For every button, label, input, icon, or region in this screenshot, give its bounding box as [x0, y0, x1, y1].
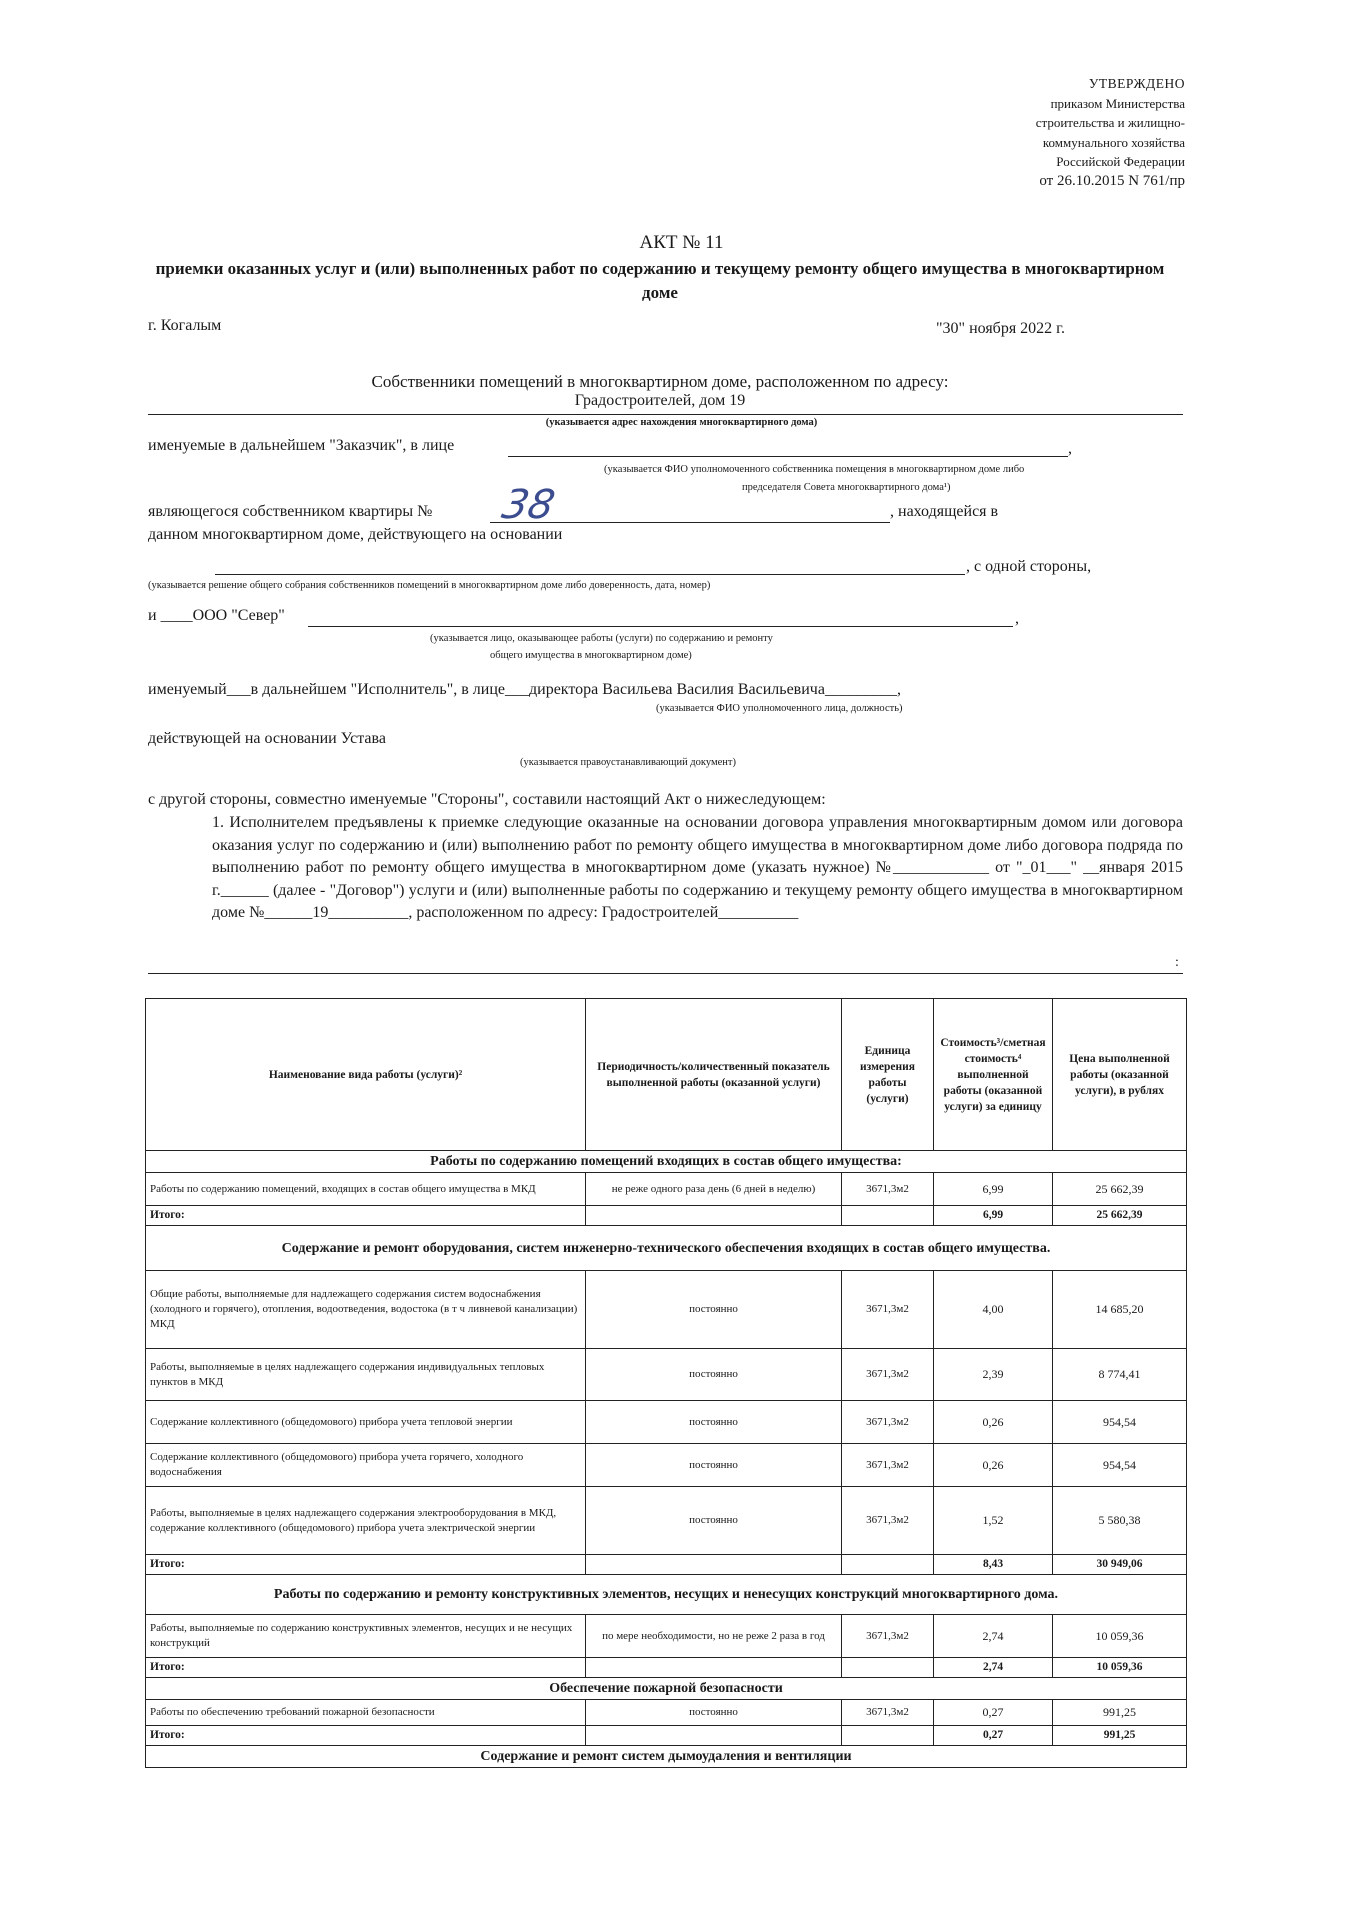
total-cost: 8,43	[934, 1555, 1053, 1575]
act-subtitle: приемки оказанных услуг и (или) выполненных работ по содержанию и текущему ремонту общего имущества в многоквартирном доме	[155, 259, 1165, 302]
work-unit: 3671,3м2	[842, 1271, 934, 1349]
owner-apartment-label: являющегося собственником квартиры №	[148, 503, 433, 520]
header-periodicity: Периодичность/количественный показатель выполненной работы (оказанной услуги)	[586, 999, 842, 1151]
table-row	[146, 1615, 1187, 1658]
section-title: Работы по содержанию и ремонту конструктивных элементов, несущих и ненесущих конструкций многоквартирного дома.	[146, 1575, 1187, 1615]
work-unit: 3671,3м2	[842, 1401, 934, 1444]
acting-basis-label: данном многоквартирном доме, действующего на основании	[148, 526, 563, 543]
section-title: Работы по содержанию помещений входящих в состав общего имущества:	[146, 1151, 1187, 1173]
work-cost: 0,27	[934, 1700, 1053, 1726]
work-unit: 3671,3м2	[842, 1349, 934, 1401]
work-periodicity: по мере необходимости, но не реже 2 раза в год	[586, 1615, 842, 1658]
comma-mark: ,	[1015, 610, 1019, 627]
work-name: Содержание коллективного (общедомового) прибора учета горячего, холодного водоснабжения	[146, 1444, 586, 1487]
table-row	[146, 1349, 1187, 1401]
total-label: Итого:	[146, 1726, 586, 1746]
work-name: Работы, выполняемые в целях надлежащего содержания электрооборудования в МКД, содержание коллективного (общедомового) прибора учета электрической энергии	[146, 1487, 586, 1555]
work-periodicity: не реже одного раза день (6 дней в неделю)	[586, 1173, 842, 1206]
header-cost: Стоимость³/сметная стоимость⁴ выполненной работы (оказанной услуги) за единицу	[934, 999, 1053, 1151]
work-price: 991,25	[1053, 1700, 1187, 1726]
work-periodicity: постоянно	[586, 1349, 842, 1401]
table-row	[146, 1271, 1187, 1349]
customer-note-2: председателя Совета многоквартирного дома¹)	[742, 482, 951, 493]
work-periodicity: постоянно	[586, 1401, 842, 1444]
header-price: Цена выполненной работы (оказанной услуги), в рублях	[1053, 999, 1187, 1151]
section-row	[146, 1151, 1187, 1173]
work-price: 954,54	[1053, 1401, 1187, 1444]
customer-underline	[508, 456, 1068, 457]
empty-cell	[586, 1206, 842, 1226]
work-periodicity: постоянно	[586, 1444, 842, 1487]
total-row	[146, 1555, 1187, 1575]
other-side-line: с другой стороны, совместно именуемые "Стороны", составили настоящий Акт о нижеследующем:	[148, 791, 826, 808]
located-label: , находящейся в	[890, 503, 999, 520]
total-row	[146, 1206, 1187, 1226]
total-label: Итого:	[146, 1206, 586, 1226]
table-row	[146, 1173, 1187, 1206]
paragraph-underline	[148, 973, 1183, 974]
paragraph-1-text: 1. Исполнителем предъявлены к приемке следующие оказанные на основании договора управления многоквартирным домом или договора оказания услуг по содержанию и (или) выполнению работ по ремонту общего имущества в многоквартирном доме либо договора подряда по выполнению работ по ремонту общего имущества в многоквартирном доме (указать нужное) №____________ от "_01___" __января 2015 г.______ (далее - "Договор") услуги и (или) выполненные работы по содержанию и текущему ремонту общего имущества в многоквартирном доме №______19__________, расположенном по адресу: Градостроителей__________	[212, 814, 1183, 921]
section-title: Содержание и ремонт систем дымоудаления и вентиляции	[146, 1746, 1187, 1768]
total-row	[146, 1726, 1187, 1746]
work-price: 8 774,41	[1053, 1349, 1187, 1401]
contractor-underline	[308, 626, 1013, 627]
approval-stamp	[1036, 74, 1185, 191]
work-name: Общие работы, выполняемые для надлежащего содержания систем водоснабжения (холодного и горячего), отопления, водоотведения, водостока (в т ч ливневой канализации) МКД	[146, 1271, 586, 1349]
total-cost: 6,99	[934, 1206, 1053, 1226]
work-unit: 3671,3м2	[842, 1487, 934, 1555]
work-unit: 3671,3м2	[842, 1173, 934, 1206]
apartment-underline	[490, 522, 890, 523]
work-name: Работы, выполняемые по содержанию конструктивных элементов, несущих и не несущих конструкций	[146, 1615, 586, 1658]
work-cost: 6,99	[934, 1173, 1053, 1206]
contractor-name: и ____ООО "Север"	[148, 607, 285, 624]
work-price: 10 059,36	[1053, 1615, 1187, 1658]
total-cost: 0,27	[934, 1726, 1053, 1746]
act-title: АКТ № 11	[639, 232, 724, 253]
total-price: 25 662,39	[1053, 1206, 1187, 1226]
section-row	[146, 1678, 1187, 1700]
work-cost: 2,74	[934, 1615, 1053, 1658]
apartment-number-handwritten: 38	[498, 482, 559, 528]
work-name: Работы, выполняемые в целях надлежащего содержания индивидуальных тепловых пунктов в МКД	[146, 1349, 586, 1401]
contractor-note-1: (указывается лицо, оказывающее работы (услуги) по содержанию и ремонту	[430, 633, 773, 644]
empty-cell	[842, 1555, 934, 1575]
work-periodicity: постоянно	[586, 1271, 842, 1349]
approved-line: от 26.10.2015 N 761/пр	[1039, 172, 1185, 189]
total-label: Итого:	[146, 1658, 586, 1678]
work-periodicity: постоянно	[586, 1700, 842, 1726]
comma-mark: ,	[1068, 440, 1072, 457]
address-underline	[148, 414, 1183, 415]
approved-line: строительства и жилищно-	[1035, 115, 1185, 130]
owners-line: Собственники помещений в многоквартирном доме, расположенном по адресу:	[371, 372, 949, 391]
section-row	[146, 1746, 1187, 1768]
work-price: 14 685,20	[1053, 1271, 1187, 1349]
approved-line: коммунального хозяйства	[1042, 134, 1185, 150]
section-title: Обеспечение пожарной безопасности	[146, 1678, 1187, 1700]
customer-label: именуемые в дальнейшем "Заказчик", в лице	[148, 437, 455, 454]
executor-note: (указывается ФИО уполномоченного лица, должность)	[656, 703, 903, 714]
address-note: (указывается адрес нахождения многоквартирного дома)	[545, 417, 818, 428]
side-mark: :	[1175, 955, 1179, 970]
total-price: 30 949,06	[1053, 1555, 1187, 1575]
header-unit: Единица измерения работы (услуги)	[842, 999, 934, 1151]
empty-cell	[842, 1658, 934, 1678]
empty-cell	[842, 1726, 934, 1746]
works-table	[145, 998, 1187, 1768]
header-name: Наименование вида работы (услуги)²	[146, 999, 586, 1151]
work-unit: 3671,3м2	[842, 1444, 934, 1487]
executor-line: именуемый___в дальнейшем "Исполнитель", в лице___директора Васильева Василия Васильевича_________,	[148, 681, 901, 698]
work-cost: 2,39	[934, 1349, 1053, 1401]
paragraph-1	[148, 812, 1183, 925]
approved-line: приказом Министерства	[1050, 95, 1185, 111]
work-cost: 1,52	[934, 1487, 1053, 1555]
work-name: Содержание коллективного (общедомового) прибора учета тепловой энергии	[146, 1401, 586, 1444]
work-name: Работы по содержанию помещений, входящих в состав общего имущества в МКД	[146, 1173, 586, 1206]
contractor-note-2: общего имущества в многоквартирном доме)	[490, 650, 692, 661]
total-price: 10 059,36	[1053, 1658, 1187, 1678]
total-label: Итого:	[146, 1555, 586, 1575]
table-row	[146, 1700, 1187, 1726]
approved-line: УТВЕРЖДЕНО	[1088, 76, 1185, 91]
table-header-row	[146, 999, 1187, 1151]
work-cost: 4,00	[934, 1271, 1053, 1349]
work-cost: 0,26	[934, 1444, 1053, 1487]
work-price: 5 580,38	[1053, 1487, 1187, 1555]
work-price: 954,54	[1053, 1444, 1187, 1487]
table-row	[146, 1487, 1187, 1555]
table-row	[146, 1444, 1187, 1487]
work-name: Работы по обеспечению требований пожарной безопасности	[146, 1700, 586, 1726]
decision-underline	[215, 574, 965, 575]
section-row	[146, 1575, 1187, 1615]
empty-cell	[586, 1726, 842, 1746]
work-cost: 0,26	[934, 1401, 1053, 1444]
empty-cell	[842, 1206, 934, 1226]
total-cost: 2,74	[934, 1658, 1053, 1678]
act-date: "30" ноября 2022 г.	[936, 320, 1065, 337]
basis-note: (указывается правоустанавливающий документ)	[520, 757, 736, 768]
approved-line: Российской Федерации	[1056, 154, 1185, 169]
address-value: Градостроителей, дом 19	[574, 392, 746, 409]
work-periodicity: постоянно	[586, 1487, 842, 1555]
act-city: г. Когалым	[148, 317, 222, 334]
work-price: 25 662,39	[1053, 1173, 1187, 1206]
table-row	[146, 1401, 1187, 1444]
empty-cell	[586, 1658, 842, 1678]
work-unit: 3671,3м2	[842, 1615, 934, 1658]
section-row	[146, 1226, 1187, 1271]
total-row	[146, 1658, 1187, 1678]
one-side-label: , с одной стороны,	[966, 558, 1092, 575]
total-price: 991,25	[1053, 1726, 1187, 1746]
empty-cell	[586, 1555, 842, 1575]
decision-note: (указывается решение общего собрания собственников помещений в многоквартирном доме либо доверенность, дата, номер)	[148, 580, 711, 591]
work-unit: 3671,3м2	[842, 1700, 934, 1726]
section-title: Содержание и ремонт оборудования, систем инженерно-технического обеспечения входящих в состав общего имущества.	[146, 1226, 1187, 1271]
basis-line: действующей на основании Устава	[148, 730, 386, 747]
customer-note-1: (указывается ФИО уполномоченного собственника помещения в многоквартирном доме либо	[604, 464, 1025, 475]
